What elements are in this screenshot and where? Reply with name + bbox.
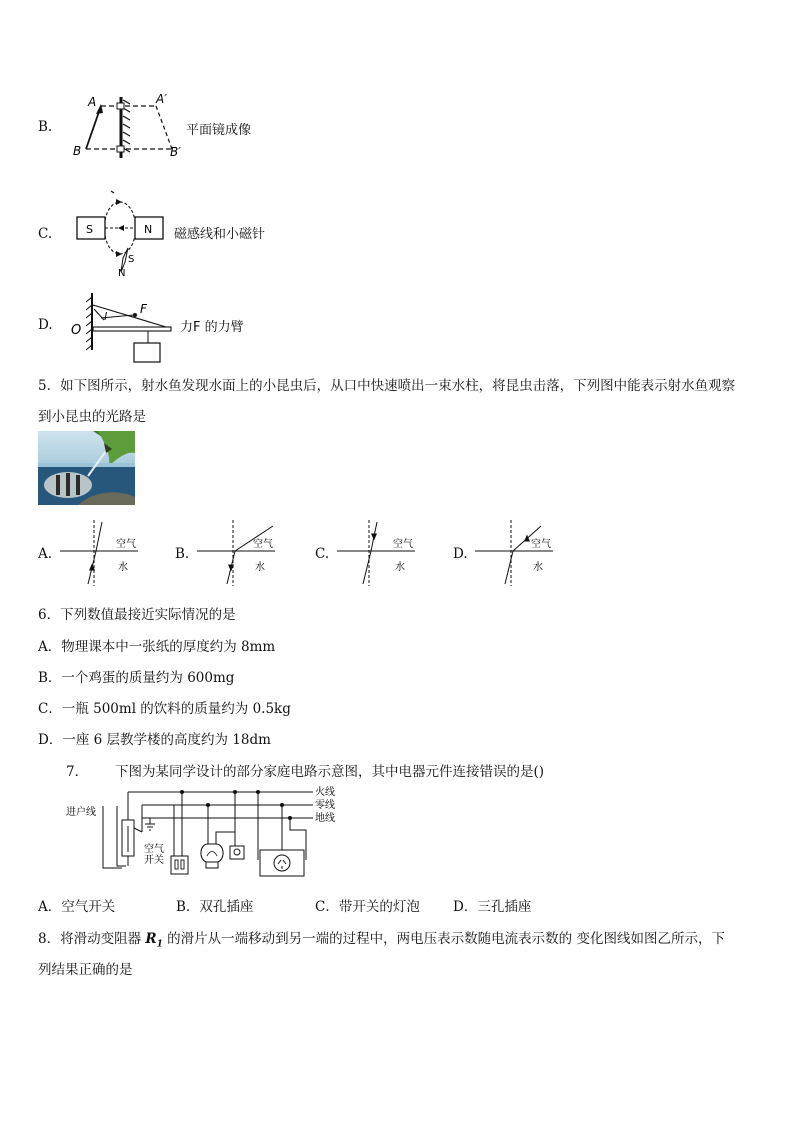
refraction-diagram (60, 520, 180, 588)
q5-option-letter: C. (315, 546, 330, 562)
q5-option-letter: A. (38, 546, 53, 562)
air-switch-label-2: 开关 (144, 855, 164, 866)
water-label: 水 (255, 562, 265, 573)
q6-option-b[interactable]: B．一个鸡蛋的质量约为 600mg (38, 670, 235, 686)
neutral-wire-label: 零线 (315, 800, 335, 811)
needle-s-label: S (128, 254, 135, 265)
point-b-prime-label: B′ (170, 145, 181, 159)
entry-line-label: 进户线 (66, 807, 96, 818)
option-b-desc: 平面镜成像 (186, 123, 252, 138)
live-wire-label: 火线 (315, 787, 335, 798)
air-label: 空气 (116, 539, 136, 550)
refraction-diagram (475, 520, 595, 588)
q7-number: 7． (66, 764, 89, 780)
pivot-o-label: O (71, 323, 82, 338)
q8-stem-part-a: 8．将滑动变阻器 (38, 931, 146, 947)
plane-mirror-diagram (68, 92, 183, 162)
q5-stem-line1: 5．如下图所示，射水鱼发现水面上的小昆虫后，从口中快速喷出一束水柱，将昆虫击落，下列图中能表示射水鱼观察 (38, 378, 736, 394)
q7-option-d[interactable]: D．三孔插座 (453, 899, 532, 915)
point-a-label: A (88, 95, 97, 109)
option-c-desc: 磁感线和小磁针 (174, 227, 266, 242)
q6-stem: 6．下列数值最接近实际情况的是 (38, 607, 236, 623)
r1-symbol: $R_1$ (145, 931, 163, 950)
force-f-label: F (140, 302, 147, 316)
water-label: 水 (533, 562, 543, 573)
q5-option-letter: D. (453, 546, 468, 562)
refraction-diagram (337, 520, 457, 588)
q7-option-a[interactable]: A．空气开关 (38, 899, 116, 915)
point-a-prime-label: A′ (156, 92, 167, 106)
ray-arrowhead (524, 535, 530, 542)
magnet-field-diagram (70, 188, 170, 276)
water-ray (505, 551, 513, 584)
q8-stem-line1 (38, 927, 725, 950)
q7-stem: 下图为某同学设计的部分家庭电路示意图，其中电器元件连接错误的是() (115, 764, 545, 780)
magnet-n-label: N (144, 223, 153, 236)
household-circuit-diagram (60, 786, 360, 880)
option-c-letter: C. (38, 226, 53, 242)
q6-option-c[interactable]: C．一瓶 500ml 的饮料的质量约为 0.5kg (38, 701, 291, 717)
q7-option-b[interactable]: B．双孔插座 (176, 899, 254, 915)
lever-arm-diagram (64, 288, 176, 366)
air-label: 空气 (393, 539, 413, 550)
ground-wire-label: 地线 (315, 813, 335, 824)
water-label: 水 (395, 562, 405, 573)
q6-option-a[interactable]: A．物理课本中一张纸的厚度约为 8mm (38, 639, 276, 655)
q8-stem-line2: 列结果正确的是 (38, 962, 133, 978)
refraction-diagram (197, 520, 317, 588)
needle-n-label: N (118, 268, 126, 276)
ray-arrowhead (371, 534, 377, 541)
arm-l-label: l (104, 310, 108, 323)
archerfish-photo (38, 431, 135, 505)
q5-stem-line2: 到小昆虫的光路是 (38, 409, 146, 425)
air-switch-label-1: 空气 (144, 844, 164, 855)
air-label: 空气 (531, 539, 551, 550)
option-b-letter: B. (38, 119, 53, 135)
air-ray (96, 522, 102, 551)
point-b-label: B (73, 144, 82, 158)
water-ray (363, 551, 371, 584)
q8-stem-part-b: 的滑片从一端移动到另一端的过程中，两电压表示数随电流表示数的 变化图线如图乙所示，下 (162, 931, 725, 947)
magnet-s-label: S (86, 223, 93, 236)
air-label: 空气 (253, 539, 273, 550)
q5-option-letter: B. (175, 546, 190, 562)
option-d-desc: 力F 的力臂 (180, 320, 244, 335)
water-label: 水 (118, 562, 128, 573)
q6-option-d[interactable]: D．一座 6 层教学楼的高度约为 18dm (38, 732, 271, 748)
option-d-letter: D. (38, 317, 53, 333)
q7-option-c[interactable]: C．带开关的灯泡 (315, 899, 420, 915)
